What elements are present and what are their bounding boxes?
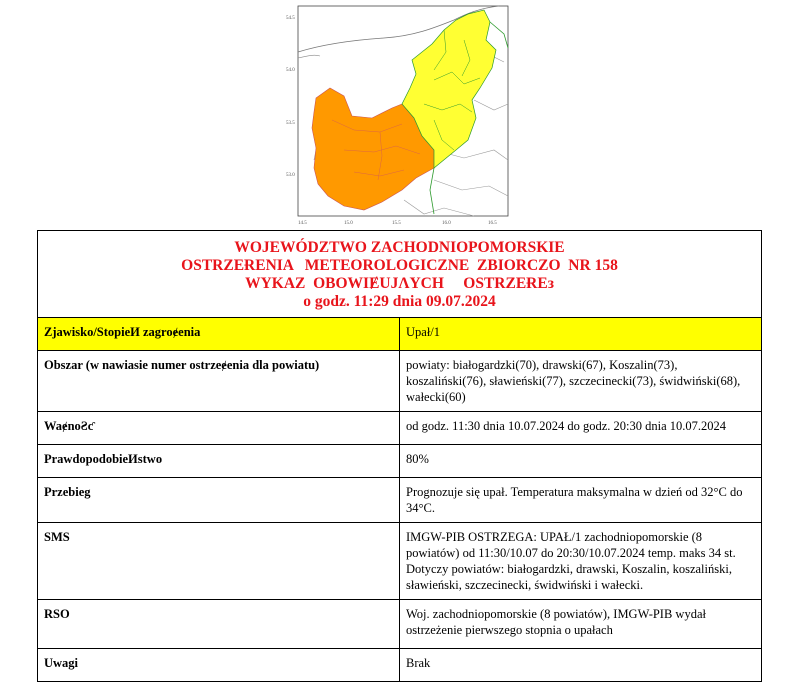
lat-label: 54.0 <box>286 68 295 73</box>
row-label: WaɇnoƧƈ <box>38 412 400 445</box>
row-value: Prognozuje się upał. Temperatura maksymalna w dzień od 32°C do 34°C. <box>400 478 762 523</box>
table-row <box>38 351 762 412</box>
lat-label: 53.0 <box>286 173 295 178</box>
bulletin-title: OSTRZEɌENIA METEOROLOGICZNE ZBIORCZO NR 158 <box>181 257 618 274</box>
lon-label: 16.5 <box>488 221 497 226</box>
row-label: PrawdopodobieИstwo <box>38 445 400 478</box>
warning-table <box>37 230 762 682</box>
table-row <box>38 445 762 478</box>
warning-map <box>284 0 510 228</box>
table-row <box>38 649 762 682</box>
lon-label: 15.5 <box>392 221 401 226</box>
row-value: od godz. 11:30 dnia 10.07.2024 do godz. 20:30 dnia 10.07.2024 <box>400 412 762 445</box>
table-row <box>38 523 762 600</box>
lon-label: 15.0 <box>344 221 353 226</box>
lon-label: 14.5 <box>298 221 307 226</box>
issue-time: o godz. 11:29 dnia 09.07.2024 <box>303 293 496 310</box>
list-title: WYKAZ OBOWIɆUJɅYCH OSTRZEɌEз <box>245 275 554 292</box>
row-label: Przebieg <box>38 478 400 523</box>
row-label: Zjawisko/StopieИ zagroɇenia <box>38 318 400 351</box>
row-value: Woj. zachodniopomorskie (8 powiatów), IMGW-PIB wydał ostrzeżenie pierwszego stopnia o upałach <box>400 600 762 649</box>
row-label: SMS <box>38 523 400 600</box>
lat-label: 53.5 <box>286 121 295 126</box>
lat-label: 54.5 <box>286 16 295 21</box>
row-label: RSO <box>38 600 400 649</box>
row-value: powiaty: białogardzki(70), drawski(67), Koszalin(73), koszaliński(76), sławieński(77), szczecinecki(73), świdwiński(68), wałecki(60) <box>400 351 762 412</box>
row-value: 80% <box>400 445 762 478</box>
row-value: IMGW-PIB OSTRZEGA: UPAŁ/1 zachodniopomorskie (8 powiatów) od 11:30/10.07 do 20:30/10.07.2024 temp. maks 34 st. Dotyczy powiatów: białogardzki, drawski, Koszalin, koszaliński, sławieński, szczecinecki, świdwiński i wałecki. <box>400 523 762 600</box>
row-value: Brak <box>400 649 762 682</box>
table-row <box>38 600 762 649</box>
table-row <box>38 412 762 445</box>
header-cell <box>38 231 762 318</box>
region-title: WOJEWÓDZTWO ZACHODNIOPOMORSKIE <box>234 239 565 256</box>
row-label: Uwagi <box>38 649 400 682</box>
table-row <box>38 478 762 523</box>
header-row <box>38 231 762 318</box>
row-label: Obszar (w nawiasie numer ostrzeɇenia dla powiatu) <box>38 351 400 412</box>
table-row <box>38 318 762 351</box>
lon-label: 16.0 <box>442 221 451 226</box>
row-value: Upał/1 <box>400 318 762 351</box>
